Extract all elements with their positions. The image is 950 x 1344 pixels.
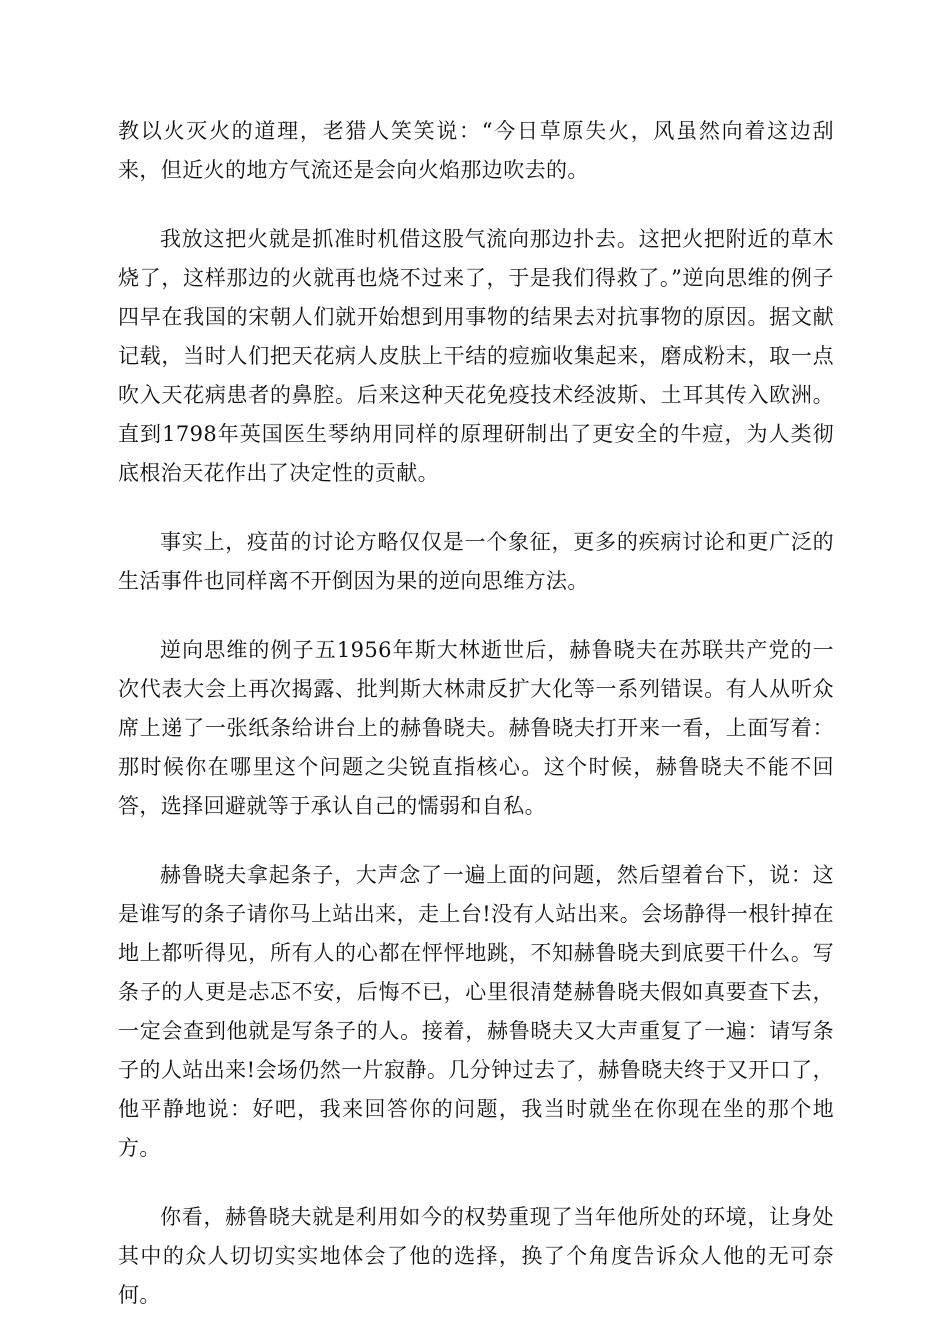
paragraph-6: 你看，赫鲁晓夫就是利用如今的权势重现了当年他所处的环境，让身处其中的众人切切实实地体会了他的选择，换了个角度告诉众人他的无可奈何。	[118, 1205, 834, 1307]
paragraph-1: 教以火灭火的道理，老猎人笑笑说：“今日草原失火，风虽然向着这边刮来，但近火的地方气流还是会向火焰那边吹去的。	[118, 119, 834, 182]
paragraph-3: 事实上，疫苗的讨论方略仅仅是一个象征，更多的疾病讨论和更广泛的生活事件也同样离不开倒因为果的逆向思维方法。	[118, 530, 834, 593]
paragraph-4: 逆向思维的例子五1956年斯大林逝世后，赫鲁晓夫在苏联共产党的一次代表大会上再次揭露、批判斯大林肃反扩大化等一系列错误。有人从听众席上递了一张纸条给讲台上的赫鲁晓夫。赫鲁晓夫打开来一看，上面写着：那时候你在哪里这个问题之尖锐直指核心。这个时候，赫鲁晓夫不能不回答，选择回避就等于承认自己的懦弱和自私。	[118, 638, 834, 818]
paragraph-2: 我放这把火就是抓准时机借这股气流向那边扑去。这把火把附近的草木烧了，这样那边的火就再也烧不过来了，于是我们得救了。”逆向思维的例子四早在我国的宋朝人们就开始想到用事物的结果去对抗事物的原因。据文献记载，当时人们把天花病人皮肤上干结的痘痂收集起来，磨成粉末，取一点吹入天花病患者的鼻腔。后来这种天花免疫技术经波斯、土耳其传入欧洲。直到1798年英国医生琴纳用同样的原理研制出了更安全的牛痘，为人类彻底根治天花作出了决定性的贡献。	[118, 227, 834, 485]
paragraph-5: 赫鲁晓夫拿起条子，大声念了一遍上面的问题，然后望着台下，说：这是谁写的条子请你马上站出来，走上台!没有人站出来。会场静得一根针掉在地上都听得见，所有人的心都在怦怦地跳，不知赫鲁晓夫到底要干什么。写条子的人更是忐忑不安，后悔不已，心里很清楚赫鲁晓夫假如真要查下去，一定会查到他就是写条子的人。接着，赫鲁晓夫又大声重复了一遍：请写条子的人站出来!会场仍然一片寂静。几分钟过去了，赫鲁晓夫终于又开口了，他平静地说：好吧，我来回答你的问题，我当时就坐在你现在坐的那个地方。	[118, 863, 834, 1160]
